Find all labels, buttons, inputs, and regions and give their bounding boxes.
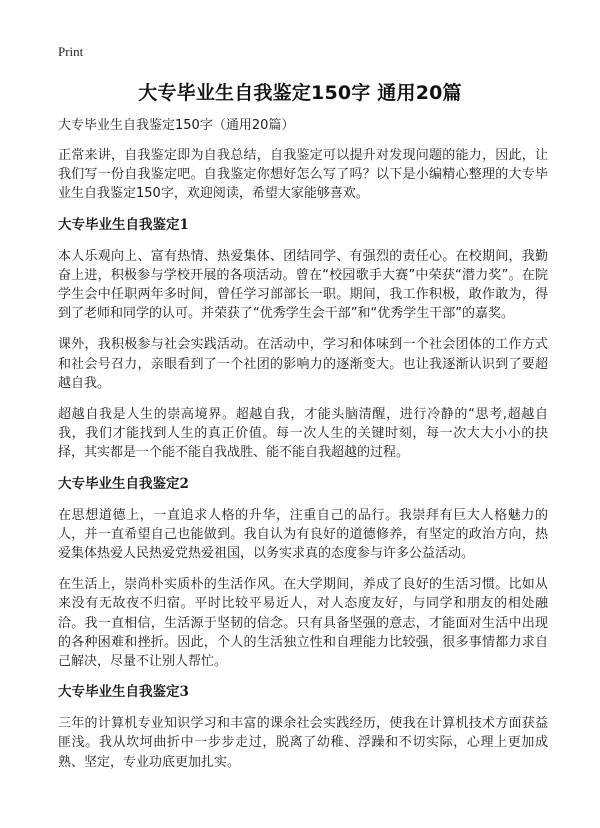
section-heading: 大专毕业生自我鉴定3 [58, 684, 189, 701]
section-paragraph: 本人乐观向上、富有热情、热爱集体、团结同学、有强烈的责任心。在校期间，我勤奋上进，积极参与学校开展的各项活动。曾在“校园歌手大赛”中荣获“潜力奖”。在院学生会中任职两年多时间，曾任学习部部长一职。期间，我工作积极，敢作敢为，得到了老师和同学的认可。并荣获了“优秀学生会干部”和“优秀学生干部”的嘉奖。 [58, 248, 548, 322]
section-heading: 大专毕业生自我鉴定2 [58, 475, 189, 492]
section-paragraph: 三年的计算机专业知识学习和丰富的课余社会实践经历，使我在计算机技术方面获益匪浅。我从坎坷曲折中一步步走过，脱离了幼稚、浮躁和不切实际，心理上更加成熟、坚定，专业功底更加扎实。 [58, 716, 548, 770]
section-heading: 大专毕业生自我鉴定1 [58, 216, 189, 233]
page-title: 大专毕业生自我鉴定150字 通用20篇 [138, 82, 462, 104]
section-paragraph: 在生活上，崇尚朴实质朴的生活作风。在大学期间，养成了良好的生活习惯。比如从来没有无故夜不归宿。平时比较平易近人，对人态度友好，与同学和朋友的相处融洽。我一直相信，生活源于坚韧的信念。只有具备坚强的意志，才能面对生活中出现的各种困难和挫折。因此，个人的生活独立性和自理能力比较强，很多事情都力求自己解决，尽量不让别人帮忙。 [58, 577, 548, 670]
print-link[interactable]: Print [58, 44, 84, 59]
document-body [58, 116, 548, 784]
document-subtitle: 大专毕业生自我鉴定150字（通用20篇） [58, 118, 295, 133]
section-paragraph: 超越自我是人生的崇高境界。超越自我，才能头脑清醒，进行冷静的“思考,超越自我，我们才能找到人生的真正价值。每一次人生的关键时刻，每一次大大小小的抉择，其实都是一个能不能自我战胜、能不能自我超越的过程。 [58, 407, 548, 461]
intro-paragraph: 正常来讲，自我鉴定即为自我总结，自我鉴定可以提升对发现问题的能力，因此，让我们写一份自我鉴定吧。自我鉴定你想好怎么写了吗？以下是小编精心整理的大专毕业生自我鉴定150字，欢迎阅读，希望大家能够喜欢。 [58, 148, 548, 202]
section-paragraph: 在思想道德上，一直追求人格的升华，注重自己的品行。我崇拜有巨大人格魅力的人，并一直希望自己也能做到。我自认为有良好的道德修养，有坚定的政治方向，热爱集体热爱人民热爱党热爱祖国，以务实求真的态度参与许多公益活动。 [58, 507, 548, 562]
section-paragraph: 课外，我积极参与社会实践活动。在活动中，学习和体味到一个社会团体的工作方式和社会号召力，亲眼看到了一个社团的影响力的逐渐变大。也让我逐渐认识到了要超越自我。 [58, 337, 548, 391]
